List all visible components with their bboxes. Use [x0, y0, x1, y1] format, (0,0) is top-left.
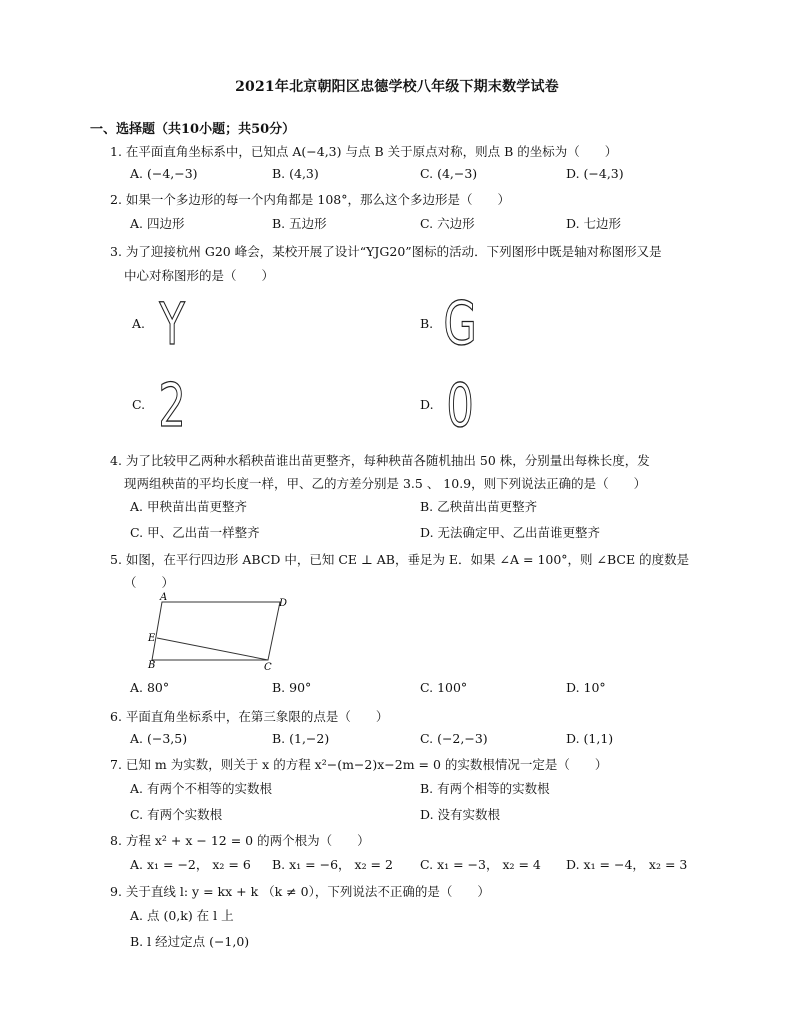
outlined-letter-g-image: [440, 290, 480, 350]
question-8-option-a: A. x₁ = −2， x₂ = 6: [130, 857, 251, 872]
question-6-option-b: B. (1,−2): [272, 731, 330, 746]
question-2-option-a: A. 四边形: [130, 216, 185, 231]
question-8-stem: 8. 方程 x² + x − 12 = 0 的两个根为（ ）: [110, 833, 370, 848]
question-1-option-b: B. (4,3): [272, 166, 319, 181]
vertex-label-d: D: [279, 598, 288, 609]
question-3-stem-line-2: 中心对称图形的是（ ）: [124, 268, 275, 283]
question-4-option-a: A. 甲秧苗出苗更整齐: [130, 499, 247, 514]
outlined-letter-y-image: [152, 292, 192, 350]
question-3-option-a: A.: [132, 316, 146, 331]
question-2-option-c: C. 六边形: [420, 216, 475, 231]
question-9-option-b: B. l 经过定点 (−1,0): [130, 934, 250, 949]
question-8-option-b: B. x₁ = −6， x₂ = 2: [272, 857, 393, 872]
question-2-stem: 2. 如果一个多边形的每一个内角都是 108°，那么这个多边形是（ ）: [110, 192, 510, 207]
question-5-option-d: D. 10°: [566, 680, 606, 695]
question-6-option-c: C. (−2,−3): [420, 731, 488, 746]
question-1-option-c: C. (4,−3): [420, 166, 478, 181]
vertex-label-c: C: [264, 662, 272, 673]
question-5-option-a: A. 80°: [130, 680, 170, 695]
question-9-stem: 9. 关于直线 l: y = kx + k （k ≠ 0），下列说法不正确的是（ ）: [110, 884, 490, 899]
section-heading: 一、选择题（共10小题；共50分）: [90, 122, 296, 137]
question-3-option-c: C.: [132, 397, 146, 412]
question-3-option-b: B.: [420, 316, 434, 331]
question-4-stem-line-1: 4. 为了比较甲乙两种水稻秧苗谁出苗更整齐，每种秧苗各随机抽出 50 株，分别量出每株长度，发: [110, 453, 650, 468]
question-1-stem: 1. 在平面直角坐标系中，已知点 A(−4,3) 与点 B 关于原点对称，则点 B 的坐标为（ ）: [110, 144, 618, 159]
question-6-option-d: D. (1,1): [566, 731, 614, 746]
question-5-option-b: B. 90°: [272, 680, 312, 695]
question-6-stem: 6. 平面直角坐标系中，在第三象限的点是（ ）: [110, 709, 389, 724]
question-7-option-b: B. 有两个相等的实数根: [420, 781, 550, 796]
svg-text:2: 2: [158, 372, 186, 432]
question-4-option-d: D. 无法确定甲、乙出苗谁更整齐: [420, 525, 601, 540]
question-1-option-a: A. (−4,−3): [130, 166, 198, 181]
question-7-option-c: C. 有两个实数根: [130, 807, 223, 822]
question-4-stem-line-2: 现两组秧苗的平均长度一样，甲、乙的方差分别是 3.5 、 10.9，则下列说法正确的是（ ）: [124, 476, 647, 491]
outlined-digit-2-image: [152, 372, 192, 432]
question-7-option-a: A. 有两个不相等的实数根: [130, 781, 272, 796]
question-5-option-c: C. 100°: [420, 680, 468, 695]
question-5-stem-line-1: 5. 如图，在平行四边形 ABCD 中，已知 CE ⊥ AB，垂足为 E．如果 ∠A = 100°，则 ∠BCE 的度数是: [110, 552, 690, 567]
vertex-label-a: A: [160, 592, 168, 603]
question-8-option-c: C. x₁ = −3， x₂ = 4: [420, 857, 541, 872]
svg-text:Y: Y: [159, 292, 185, 350]
question-7-stem: 7. 已知 m 为实数，则关于 x 的方程 x²−(m−2)x−2m = 0 的实数根情况一定是（ ）: [110, 757, 608, 772]
vertex-label-b: B: [148, 660, 156, 671]
svg-text:G: G: [443, 290, 477, 350]
page-title: 2021年北京朝阳区忠德学校八年级下期末数学试卷: [235, 79, 559, 95]
question-3-stem-line-1: 3. 为了迎接杭州 G20 峰会，某校开展了设计“YJG20”图标的活动．下列图形中既是轴对称图形又是: [110, 244, 662, 259]
parallelogram-figure: [140, 592, 300, 674]
question-2-option-b: B. 五边形: [272, 216, 327, 231]
question-9-option-a: A. 点 (0,k) 在 l 上: [130, 908, 234, 923]
question-5-stem-line-2: （ ）: [124, 575, 175, 590]
question-4-option-b: B. 乙秧苗出苗更整齐: [420, 499, 538, 514]
outlined-digit-0-image: [440, 372, 480, 432]
question-8-option-d: D. x₁ = −4， x₂ = 3: [566, 857, 688, 872]
question-4-option-c: C. 甲、乙出苗一样整齐: [130, 525, 260, 540]
question-6-option-a: A. (−3,5): [130, 731, 188, 746]
question-3-option-d: D.: [420, 397, 434, 412]
question-7-option-d: D. 没有实数根: [420, 807, 501, 822]
svg-text:0: 0: [446, 372, 474, 432]
question-2-option-d: D. 七边形: [566, 216, 622, 231]
question-1-option-d: D. (−4,3): [566, 166, 624, 181]
vertex-label-e: E: [148, 633, 156, 644]
